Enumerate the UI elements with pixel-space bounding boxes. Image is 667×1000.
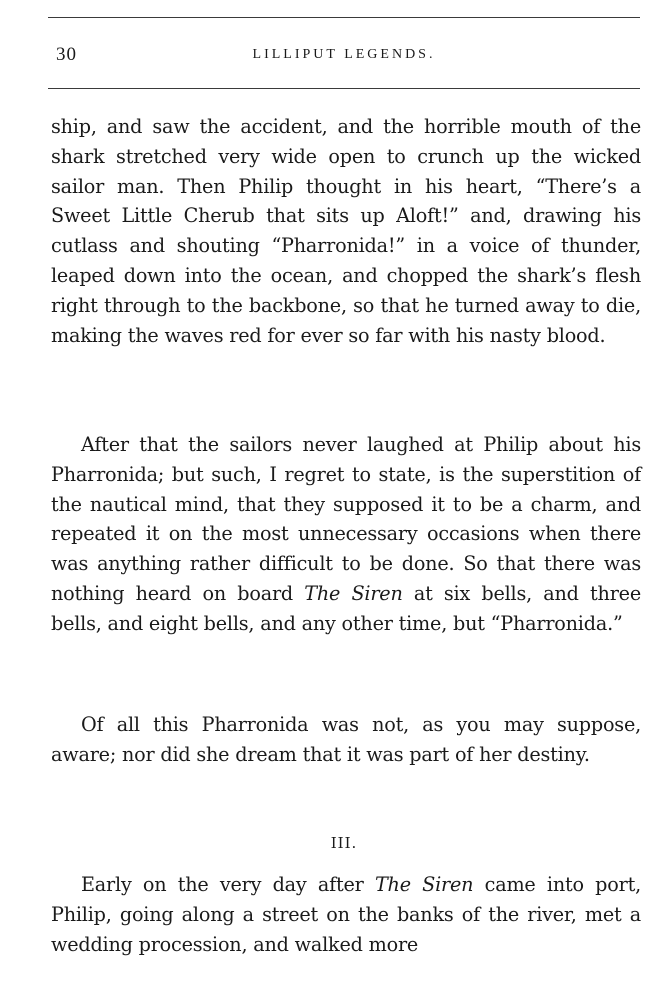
page-header <box>48 44 640 66</box>
ship-name: The Siren <box>374 873 474 896</box>
ship-name: The Siren <box>304 581 403 605</box>
paragraph-4-part-a: Early on the very day after <box>81 873 375 896</box>
page-number: 30 <box>56 44 77 65</box>
paragraph-2-text <box>51 430 641 639</box>
paragraph-4-text <box>51 870 641 959</box>
paragraph-3-text: Of all this Pharronida was not, as you may suppose, aware; nor did she dream that it was part of her destiny. <box>51 713 641 766</box>
paragraph-2-part-a: After that the sailors never laughed at Philip about his Pharronida; but such, I regret to state, is the superstition of the nautical mind, that they supposed it to be a charm, and repeated it on the most unnecessary occasions when there was anything rather difficult to be done. So that there was nothing heard on board <box>51 433 641 605</box>
paragraph-1 <box>51 112 641 350</box>
paragraph-1-text: ship, and saw the accident, and the horrible mouth of the shark stretched very wide open to crunch up the wicked sailor man. Then Philip thought in his heart, “There’s a Sweet Little Cherub that sits up Aloft!” and, drawing his cutlass and shouting “Pharronida!” in a voice of thunder, leaped down into the ocean, and chopped the shark’s flesh right through to the backbone, so that he turned away to die, making the waves red for ever so far with his nasty blood. <box>51 115 641 347</box>
paragraph-4-part-b: came into port, Philip, going along a street on the banks of the river, met a wedding procession, and walked more <box>51 873 641 956</box>
paragraph-4 <box>51 870 641 959</box>
paragraph-3 <box>51 710 641 770</box>
section-heading: III. <box>330 834 358 852</box>
running-head: LILLIPUT LEGENDS. <box>252 47 436 62</box>
header-top-rule <box>48 17 640 18</box>
paragraph-2 <box>51 430 641 639</box>
paragraph-2-part-b: at six bells, and three bells, and eight bells, and any other time, but “Pharronida.” <box>51 581 641 635</box>
header-bottom-rule <box>48 88 640 89</box>
